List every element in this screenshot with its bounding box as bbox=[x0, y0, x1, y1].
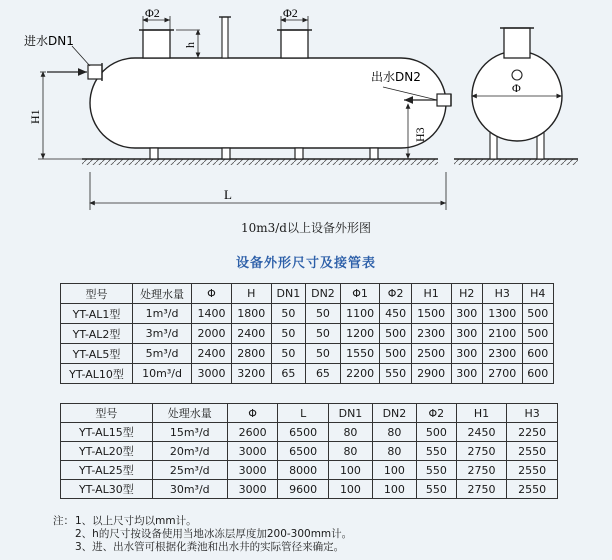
table-cell: 2900 bbox=[411, 364, 451, 384]
header-cell: Φ2 bbox=[380, 284, 411, 304]
table-cell: 80 bbox=[372, 442, 416, 461]
header-cell: Φ1 bbox=[340, 284, 380, 304]
table-row bbox=[61, 344, 554, 364]
ground-hatch-side bbox=[454, 159, 578, 165]
phi2-left-label: Φ2 bbox=[145, 6, 160, 20]
table-cell: 2450 bbox=[456, 423, 507, 442]
table-cell: 50 bbox=[271, 304, 306, 324]
table-cell: YT-AL2型 bbox=[61, 324, 133, 344]
notes bbox=[53, 515, 352, 554]
table-row bbox=[61, 461, 558, 480]
table-row bbox=[61, 324, 554, 344]
header-cell: L bbox=[278, 404, 329, 423]
table-cell: 500 bbox=[380, 324, 411, 344]
table-cell: 1m³/d bbox=[133, 304, 192, 324]
table-row bbox=[61, 304, 554, 324]
header-cell: 处理水量 bbox=[133, 284, 192, 304]
table-cell: 2700 bbox=[482, 364, 522, 384]
header-cell: H1 bbox=[411, 284, 451, 304]
table-cell: 9600 bbox=[278, 480, 329, 499]
header-cell: Φ bbox=[192, 284, 232, 304]
table-cell: YT-AL10型 bbox=[61, 364, 133, 384]
table-cell: 80 bbox=[328, 423, 372, 442]
inlet-pipe bbox=[88, 65, 102, 79]
table-cell: 100 bbox=[372, 461, 416, 480]
table-cell: 2800 bbox=[231, 344, 271, 364]
length-label: L bbox=[224, 187, 232, 202]
table-cell: YT-AL30型 bbox=[61, 480, 153, 499]
table-cell: 50 bbox=[306, 304, 341, 324]
table-cell: 2100 bbox=[482, 324, 522, 344]
table-cell: 50 bbox=[271, 324, 306, 344]
table-cell: 300 bbox=[451, 324, 482, 344]
header-cell: 处理水量 bbox=[152, 404, 227, 423]
h3-label: H3 bbox=[413, 127, 427, 142]
table-cell: 6500 bbox=[278, 442, 329, 461]
table-cell: 500 bbox=[522, 324, 553, 344]
table-cell: YT-AL15型 bbox=[61, 423, 153, 442]
table-cell: 2500 bbox=[411, 344, 451, 364]
table-cell: 600 bbox=[522, 344, 553, 364]
h1-label: H1 bbox=[28, 109, 42, 124]
table-cell: 300 bbox=[451, 304, 482, 324]
manhole-side bbox=[504, 28, 530, 58]
table-cell: 3000 bbox=[192, 364, 232, 384]
table-cell: 5m³/d bbox=[133, 344, 192, 364]
outlet-label: 出水DN2 bbox=[371, 70, 421, 84]
table-cell: 80 bbox=[328, 442, 372, 461]
header-cell: Φ2 bbox=[416, 404, 456, 423]
h-label: h bbox=[183, 42, 197, 48]
table-cell: 50 bbox=[306, 344, 341, 364]
vent-pipe bbox=[222, 17, 228, 58]
table-row bbox=[61, 364, 554, 384]
table-cell: 8000 bbox=[278, 461, 329, 480]
table-cell: 2300 bbox=[482, 344, 522, 364]
table-cell: 15m³/d bbox=[152, 423, 227, 442]
table-cell: 20m³/d bbox=[152, 442, 227, 461]
table-cell: 500 bbox=[380, 344, 411, 364]
table-cell: 2400 bbox=[231, 324, 271, 344]
table-cell: 3200 bbox=[231, 364, 271, 384]
ground-hatch-front bbox=[82, 159, 438, 165]
table-cell: 300 bbox=[451, 364, 482, 384]
manhole-right bbox=[281, 30, 308, 58]
table-cell: 2750 bbox=[456, 442, 507, 461]
pipe-opening-side bbox=[512, 70, 522, 80]
drawing-caption: 10m3/d以上设备外形图 bbox=[240, 221, 371, 235]
table-cell: 2750 bbox=[456, 480, 507, 499]
phi2-right-label: Φ2 bbox=[283, 6, 298, 20]
header-cell: H2 bbox=[451, 284, 482, 304]
table-cell: 65 bbox=[271, 364, 306, 384]
table-header-row bbox=[61, 404, 558, 423]
table-cell: 1300 bbox=[482, 304, 522, 324]
table-cell: YT-AL1型 bbox=[61, 304, 133, 324]
inlet-label: 进水DN1 bbox=[24, 34, 74, 48]
table-cell: 10m³/d bbox=[133, 364, 192, 384]
table-cell: 1200 bbox=[340, 324, 380, 344]
spec-table-small bbox=[60, 283, 554, 384]
header-cell: DN1 bbox=[328, 404, 372, 423]
table-cell: 2300 bbox=[411, 324, 451, 344]
tank-legs-front bbox=[150, 148, 378, 159]
table-cell: 1800 bbox=[231, 304, 271, 324]
table-cell: 2250 bbox=[507, 423, 558, 442]
table-cell: 300 bbox=[451, 344, 482, 364]
table-cell: 2550 bbox=[507, 442, 558, 461]
table-header-row bbox=[61, 284, 554, 304]
header-cell: DN2 bbox=[372, 404, 416, 423]
note-text: 1、以上尺寸均以mm计。 bbox=[75, 515, 197, 527]
table-cell: 2750 bbox=[456, 461, 507, 480]
header-cell: 型号 bbox=[61, 284, 133, 304]
table-cell: 1500 bbox=[411, 304, 451, 324]
table-cell: 600 bbox=[522, 364, 553, 384]
note-text: 2、h的尺寸按设备使用当地冰冻层厚度加200-300mm计。 bbox=[75, 528, 353, 540]
table-cell: 550 bbox=[416, 442, 456, 461]
header-cell: H3 bbox=[482, 284, 522, 304]
table-cell: 550 bbox=[380, 364, 411, 384]
manhole-left bbox=[143, 30, 170, 58]
table-cell: 6500 bbox=[278, 423, 329, 442]
table-cell: 3000 bbox=[227, 442, 278, 461]
table-cell: 30m³/d bbox=[152, 480, 227, 499]
header-cell: 型号 bbox=[61, 404, 153, 423]
table-cell: 50 bbox=[271, 344, 306, 364]
table-cell: 2000 bbox=[192, 324, 232, 344]
table-row bbox=[61, 480, 558, 499]
table-cell: 25m³/d bbox=[152, 461, 227, 480]
header-cell: H1 bbox=[456, 404, 507, 423]
table-cell: 2200 bbox=[340, 364, 380, 384]
header-cell: DN2 bbox=[306, 284, 341, 304]
table-cell: 2550 bbox=[507, 480, 558, 499]
table-cell: YT-AL25型 bbox=[61, 461, 153, 480]
outlet-pipe bbox=[437, 94, 451, 106]
table-row bbox=[61, 423, 558, 442]
table-cell: 2400 bbox=[192, 344, 232, 364]
table-cell: 1400 bbox=[192, 304, 232, 324]
table-title: 设备外形尺寸及接管表 bbox=[235, 256, 376, 271]
table-cell: 1550 bbox=[340, 344, 380, 364]
header-cell: H3 bbox=[507, 404, 558, 423]
table-cell: 550 bbox=[416, 480, 456, 499]
table-cell: 65 bbox=[306, 364, 341, 384]
header-cell: H bbox=[231, 284, 271, 304]
header-cell: Φ bbox=[227, 404, 278, 423]
table-cell: 450 bbox=[380, 304, 411, 324]
table-cell: 3m³/d bbox=[133, 324, 192, 344]
header-cell: H4 bbox=[522, 284, 553, 304]
note-item bbox=[53, 515, 352, 528]
note-text: 3、进、出水管可根据化粪池和出水井的实际管径来确定。 bbox=[75, 541, 345, 553]
table-cell: 3000 bbox=[227, 480, 278, 499]
note-item bbox=[53, 541, 352, 554]
table-cell: 550 bbox=[416, 461, 456, 480]
table-cell: 80 bbox=[372, 423, 416, 442]
table-cell: 500 bbox=[416, 423, 456, 442]
header-cell: DN1 bbox=[271, 284, 306, 304]
table-cell: 3000 bbox=[227, 461, 278, 480]
table-cell: YT-AL20型 bbox=[61, 442, 153, 461]
note-item bbox=[53, 528, 352, 541]
notes-label: 注： bbox=[53, 515, 74, 527]
table-cell: 500 bbox=[522, 304, 553, 324]
table-cell: 100 bbox=[328, 480, 372, 499]
phi-side-label: Φ bbox=[512, 81, 521, 95]
table-cell: 100 bbox=[372, 480, 416, 499]
table-cell: 2600 bbox=[227, 423, 278, 442]
table-cell: 2550 bbox=[507, 461, 558, 480]
table-cell: 50 bbox=[306, 324, 341, 344]
table-cell: 100 bbox=[328, 461, 372, 480]
equipment-outline-drawing bbox=[0, 0, 612, 250]
table-cell: 1100 bbox=[340, 304, 380, 324]
table-cell: YT-AL5型 bbox=[61, 344, 133, 364]
spec-table-large bbox=[60, 403, 558, 499]
table-row bbox=[61, 442, 558, 461]
